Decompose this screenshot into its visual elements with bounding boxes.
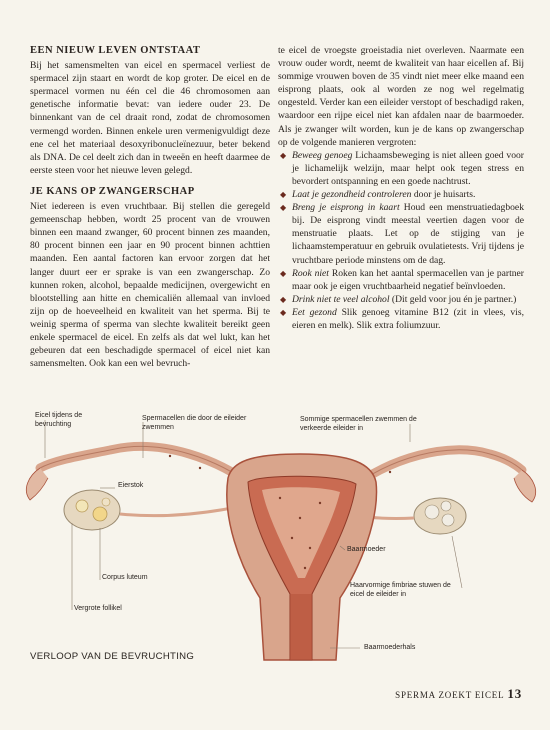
heading-pregnancy-chance: JE KANS OP ZWANGERSCHAP [30, 185, 195, 197]
tip-title: Eet gezond [292, 306, 337, 318]
tip-text: Lichaamsbeweging is niet alleen goed voor je lichamelijk welzijn, maar helpt ook tegen stress en bevordert ontspanning en een goede nachtrust. [292, 149, 524, 187]
paragraph-pregnancy-chance: Niet iedereen is even vruchtbaar. Bij stellen die geregeld gemeenschap hebben, wordt 25 procent van de vrouwen binnen een maand zwanger, 60 procent binnen zes maanden, 80 procent binnen een jaar en 90 procent binnen achttien maanden. Een aantal factoren kan ervoor zorgen dat het langer duurt eer er sprake is van een zwangerschap. Zo kunnen roken, alcohol, bepaalde medicijnen, overgewicht en blootstelling aan hitte en chemicaliën allemaal van invloed zijn op de hoeveelheid en kwaliteit van het sperma. Bij te weinig sperma of sperma van slechte kwaliteit bereikt geen enkele spermacel de eicel. En zelfs als dat wel lukt, kan het gebeuren dat een beschadigde spermacel of eicel niet kan samensmelten. Ook kan een wel bevruch- [30, 201, 270, 370]
paragraph-continued: te eicel de vroegste groeistadia niet overleven. Naarmate een vrouw ouder wordt, neemt de kwaliteit van haar eicellen af. Bij sommige vrouwen boven de 35 vindt niet meer elke maand een eisprong plaats, ook al worden ze nog wel regelmatig ongesteld. Verder kan een eileider verstopt of beschadigd raken, waardoor een rijpe eicel niet kan afdalen naar de baarmoeder. Als je zwanger wilt worden, kun je de kans op zwangerschap op de volgende manieren vergroten: [278, 45, 524, 148]
heading-new-life: EEN NIEUW LEVEN ONTSTAAT [30, 45, 201, 56]
diamond-bullet-icon: ◆ [280, 268, 287, 278]
list-item [278, 149, 524, 188]
list-item [278, 188, 524, 201]
tip-title: Drink niet te veel alcohol [292, 293, 390, 305]
diamond-bullet-icon: ◆ [280, 294, 287, 304]
cervix [290, 594, 312, 660]
right-fimbriae [514, 470, 536, 502]
tip-title: Rook niet [292, 267, 329, 279]
tip-title: Breng je eisprong in kaart [292, 202, 400, 214]
tip-title: Laat je gezondheid controleren [292, 189, 412, 201]
tip-title: Beweeg genoeg [292, 149, 353, 161]
fertilization-illustration [0, 398, 550, 670]
tip-text: (Dit geld voor jou én je partner.) [389, 293, 517, 305]
diamond-bullet-icon: ◆ [280, 203, 287, 213]
label-corpus-luteum: Corpus luteum [102, 574, 148, 581]
label-fimbriae: Haarvormige fimbriae stuwen de eicel de eileider in [350, 582, 451, 598]
label-sperm-through-tube: Spermacellen die door de eileider zwemmen [142, 415, 247, 431]
diamond-bullet-icon: ◆ [280, 307, 287, 317]
label-ovary: Eierstok [118, 482, 144, 489]
tip-text: Roken kan het aantal spermacellen van je partner maar ook je eigen vruchtbaarheid negatief beïnvloeden. [292, 267, 524, 292]
right-column [278, 44, 524, 332]
paragraph-new-life: Bij het samensmelten van eicel en spermacel verliest de spermacel zijn staart en wordt de kop groter. De eicel en de spermacel vormen nu één cel die 46 chromosomen aan genetische informatie bevat: van iedere ouder 23. De binnenkant van de cel draait rond, zodat de chromosomen vermengd worden. Binnen enkele uren vermenigvuldigt deze ene cel het materiaal desoxyribonucleïnezuur, beter bekend als DNA. De cel deelt zich dan in tweeën en heeft daarmee de eerste steen voor het nieuwe leven gelegd. [30, 60, 270, 176]
tip-text: Houd een menstruatiedagboek bij. De eisprong vindt meestal veertien dagen voor de menstruatie plaats. Let op de stijging van je lichaamstemperatuur en gebruik ovulatietests. Vrij tijdens je vruchtbare periode minstens om de dag. [292, 202, 524, 266]
list-item [278, 293, 524, 306]
diamond-bullet-icon: ◆ [280, 190, 287, 200]
list-item [278, 306, 524, 332]
figure-caption: VERLOOP VAN DE BEVRUCHTING [30, 651, 195, 662]
tip-text: door je huisarts. [411, 189, 476, 201]
label-enlarged-follicle: Vergrote follikel [74, 605, 122, 612]
label-cervix: Baarmoederhals [364, 644, 416, 651]
left-column [30, 44, 270, 370]
tip-text: Slik genoeg vitamine B12 (zit in vlees, vis, eieren en melk). Slik extra foliumzuur. [292, 306, 524, 331]
page-number: 13 [507, 686, 522, 701]
uterus-diagram [0, 398, 550, 670]
list-item [278, 201, 524, 266]
right-ovary [414, 498, 466, 534]
page-footer [395, 686, 522, 702]
label-wrong-tube: Sommige spermacellen zwemmen de verkeerde eileider in [300, 416, 417, 432]
running-title: SPERMA ZOEKT EICEL [395, 690, 505, 700]
diamond-bullet-icon: ◆ [280, 150, 287, 160]
tips-list [278, 149, 524, 332]
list-item [278, 267, 524, 293]
left-fimbriae [26, 468, 48, 500]
left-ovary [64, 490, 120, 530]
label-uterus: Baarmoeder [347, 546, 386, 553]
label-egg-fertilization: Eicel tijdens de bevruchting [35, 412, 83, 428]
